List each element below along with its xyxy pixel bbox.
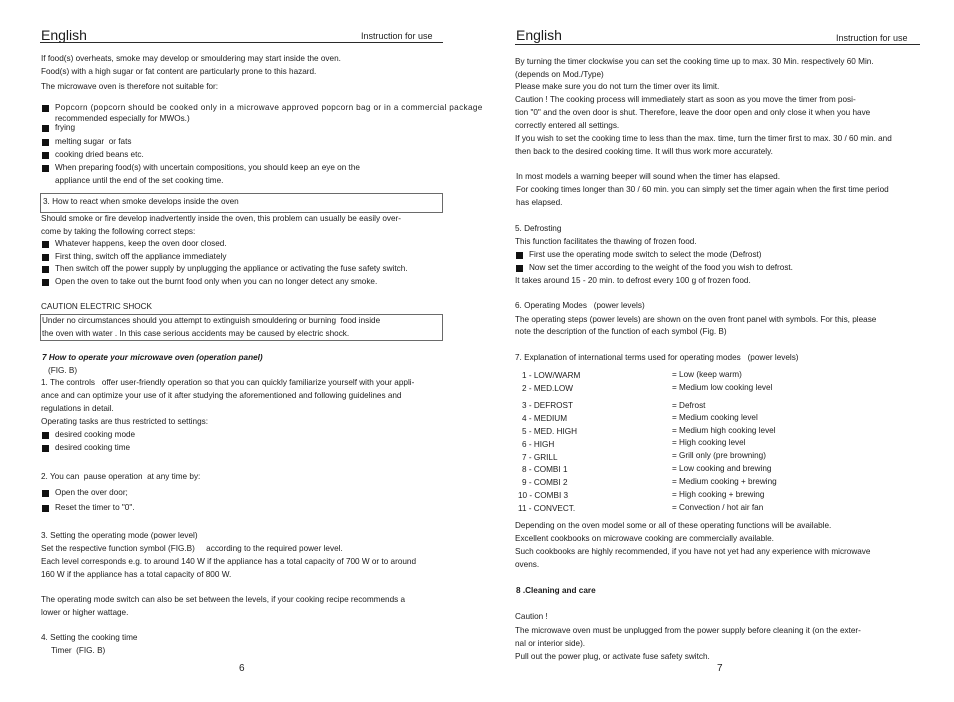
mode-code: 9 - COMBI 2 — [522, 478, 568, 487]
smoke-step — [42, 239, 227, 249]
mode-code: 3 - DEFROST — [522, 401, 573, 410]
caution-shock-line: the oven with water . In this case serious accidents may be caused by electric shock. — [42, 329, 350, 338]
fig-reference: (FIG. B) — [48, 366, 78, 375]
bullet-square — [42, 279, 49, 286]
pause-title: 2. You can pause operation at any time by: — [41, 472, 201, 481]
bullet-square — [42, 490, 49, 497]
mode-meaning: = Medium high cooking level — [672, 426, 776, 435]
section-3-intro: Should smoke or fire develop inadvertently inside the oven, this problem can usually be easily over- — [41, 214, 401, 223]
header-label: Instruction for use — [836, 33, 908, 43]
controls-line: 1. The controls offer user-friendly operation so that you can quickly familiarize yourself with your appli- — [41, 378, 415, 387]
hazard-line: Food(s) with a high sugar or fat content are particularly prone to this hazard. — [41, 67, 317, 76]
mode-code: 1 - LOW/WARM — [522, 371, 581, 380]
section-5-title: 5. Defrosting — [515, 224, 562, 233]
item-continuation: recommended especially for MWOs.) — [55, 114, 190, 123]
bullet-square — [42, 254, 49, 261]
mode-code: 10 - COMBI 3 — [518, 491, 569, 500]
section-5-intro: This function facilitates the thawing of frozen food. — [515, 237, 697, 246]
bullet-square — [42, 266, 49, 273]
timer-info-line: By turning the timer clockwise you can set the cooking time up to max. 30 Min. respectively 60 Min. — [515, 57, 874, 66]
mode-code: 2 - MED.LOW — [522, 384, 573, 393]
mode-meaning: = Medium low cooking level — [672, 383, 773, 392]
bullet-square — [516, 265, 523, 272]
section-7-title: 7. Explanation of international terms used for operating modes (power levels) — [515, 353, 799, 362]
controls-line: regulations in detail. — [41, 404, 114, 413]
mode-title: 3. Setting the operating mode (power level) — [41, 531, 198, 540]
section-3-intro: come by taking the following correct steps: — [41, 227, 196, 236]
section-8-line: Pull out the power plug, or activate fuse safety switch. — [515, 652, 710, 661]
item-text: cooking dried beans etc. — [55, 150, 144, 159]
smoke-step — [42, 277, 378, 287]
language-heading: English — [516, 27, 562, 43]
hazard-line: The microwave oven is therefore not suitable for: — [41, 82, 219, 91]
header-rule — [515, 44, 920, 45]
setting-text: desired cooking mode — [55, 430, 136, 439]
controls-line: ance and can optimize your use of it after studying the aforementioned and following guidelines and — [41, 391, 402, 400]
step-text: Whatever happens, keep the oven door closed. — [55, 239, 227, 248]
availability-line: Depending on the oven model some or all of these operating functions will be available. — [515, 521, 832, 530]
availability-line: Such cookbooks are highly recommended, if you have not yet had any experience with microwave — [515, 547, 871, 556]
bullet-square — [42, 139, 49, 146]
mode-code: 11 - CONVECT. — [518, 504, 576, 513]
pause-step — [42, 488, 128, 498]
language-heading: English — [41, 27, 87, 43]
mode-line: Set the respective function symbol (FIG.B) according to the required power level. — [41, 544, 343, 553]
unsuitable-item — [42, 150, 144, 160]
beeper-line: has elapsed. — [516, 198, 563, 207]
mode-meaning: = Defrost — [672, 401, 706, 410]
header-label: Instruction for use — [361, 31, 433, 41]
step-text: Open the oven to take out the burnt food only when you can no longer detect any smoke. — [55, 277, 378, 286]
section-3-title: 3. How to react when smoke develops inside the oven — [43, 197, 239, 206]
setting-text: desired cooking time — [55, 443, 131, 452]
caution-shock-title: CAUTION ELECTRIC SHOCK — [41, 302, 152, 311]
availability-line: ovens. — [515, 560, 540, 569]
hazard-line: If food(s) overheats, smoke may develop or smouldering may start inside the oven. — [41, 54, 341, 63]
defrost-step-text: Now set the timer according to the weight of the food you wish to defrost. — [529, 263, 793, 272]
bullet-square — [42, 105, 49, 112]
timer-reference: Timer (FIG. B) — [51, 646, 106, 655]
section-5-note: It takes around 15 - 20 min. to defrost every 100 g of frozen food. — [515, 276, 751, 285]
availability-line: Excellent cookbooks on microwave cooking are commercially available. — [515, 534, 774, 543]
mode-meaning: = Medium cooking level — [672, 413, 758, 422]
beeper-line: For cooking times longer than 30 / 60 min. you can simply set the timer again when the first time period — [516, 185, 889, 194]
timer-info-line: Caution ! The cooking process will immediately start as soon as you move the timer from posi- — [515, 95, 856, 104]
smoke-step — [42, 264, 408, 274]
mode-note: lower or higher wattage. — [41, 608, 129, 617]
section-6-title: 6. Operating Modes (power levels) — [515, 301, 645, 310]
mode-note: The operating mode switch can also be set between the levels, if your cooking recipe recommends a — [41, 595, 406, 604]
pause-step — [42, 503, 135, 513]
mode-meaning: = Grill only (pre browning) — [672, 451, 766, 460]
item-continuation: appliance until the end of the set cooking time. — [55, 176, 224, 185]
unsuitable-item — [42, 163, 360, 173]
bullet-square — [42, 432, 49, 439]
mode-code: 5 - MED. HIGH — [522, 427, 578, 436]
section-7-title: 7 How to operate your microwave oven (operation panel) — [42, 353, 263, 362]
timer-info-line: then back to the desired cooking time. It will thus work more accurately. — [515, 147, 773, 156]
step-text: Then switch off the power supply by unplugging the appliance or activating the fuse safety switch. — [55, 264, 408, 273]
mode-code: 4 - MEDIUM — [522, 414, 568, 423]
beeper-line: In most models a warning beeper will sound when the timer has elapsed. — [516, 172, 780, 181]
item-text: Popcorn (popcorn should be cooked only in a microwave approved popcorn bag or in a commercial package — [55, 103, 483, 112]
mode-line: 160 W if the appliance has a total capacity of 800 W. — [41, 570, 232, 579]
right-page — [477, 0, 954, 702]
bullet-square — [42, 241, 49, 248]
item-text: frying — [55, 123, 76, 132]
section-8-caution: Caution ! — [515, 612, 548, 621]
bullet-square — [42, 445, 49, 452]
controls-line: Operating tasks are thus restricted to settings: — [41, 417, 209, 426]
header-rule — [40, 42, 443, 43]
mode-meaning: = Low cooking and brewing — [672, 464, 772, 473]
mode-meaning: = High cooking + brewing — [672, 490, 765, 499]
pause-text: Open the over door; — [55, 488, 128, 497]
timer-info-line: Please make sure you do not turn the timer over its limit. — [515, 82, 720, 91]
mode-meaning: = Medium cooking + brewing — [672, 477, 777, 486]
mode-code: 7 - GRILL — [522, 453, 558, 462]
mode-code: 8 - COMBI 1 — [522, 465, 568, 474]
unsuitable-item — [42, 123, 76, 133]
bullet-square — [42, 505, 49, 512]
mode-meaning: = High cooking level — [672, 438, 746, 447]
section-6-line: The operating steps (power levels) are shown on the oven front panel with symbols. For this, please — [515, 315, 877, 324]
defrost-step-text: First use the operating mode switch to select the mode (Defrost) — [529, 250, 762, 259]
pause-text: Reset the timer to "0". — [55, 503, 135, 512]
section-8-line: The microwave oven must be unplugged from the power supply before cleaning it (on the exter- — [515, 626, 861, 635]
section-8-line: nal or interior side). — [515, 639, 586, 648]
timer-info-line: correctly entered all settings. — [515, 121, 620, 130]
section-6-line: note the description of the function of each symbol (Fig. B) — [515, 327, 727, 336]
bullet-square — [516, 252, 523, 259]
defrost-step — [516, 263, 793, 273]
item-text: melting sugar or fats — [55, 137, 132, 146]
mode-meaning: = Convection / hot air fan — [672, 503, 764, 512]
page-number: 7 — [717, 663, 723, 674]
unsuitable-item — [42, 137, 132, 147]
timer-info-line: (depends on Mod./Type) — [515, 70, 604, 79]
mode-code: 6 - HIGH — [522, 440, 555, 449]
step-text: First thing, switch off the appliance immediately — [55, 252, 227, 261]
setting-item — [42, 430, 136, 440]
timer-info-line: If you wish to set the cooking time to less than the max. time, turn the timer first to max. 30 / 60 min. and — [515, 134, 892, 143]
bullet-square — [42, 125, 49, 132]
bullet-square — [42, 152, 49, 159]
page-number: 6 — [239, 663, 245, 674]
mode-line: Each level corresponds e.g. to around 140 W if the appliance has a total capacity of 700 W or to around — [41, 557, 417, 566]
bullet-square — [42, 165, 49, 172]
unsuitable-item — [42, 103, 483, 113]
item-text: When preparing food(s) with uncertain compositions, you should keep an eye on the — [55, 163, 360, 172]
section-8-title: 8 .Cleaning and care — [516, 586, 596, 595]
smoke-step — [42, 252, 227, 262]
defrost-step — [516, 250, 762, 260]
timer-info-line: tion "0" and the oven door is shut. Therefore, leave the door open and only close it when you have — [515, 108, 871, 117]
setting-item — [42, 443, 131, 453]
mode-meaning: = Low (keep warm) — [672, 370, 742, 379]
timer-title: 4. Setting the cooking time — [41, 633, 138, 642]
caution-shock-line: Under no circumstances should you attempt to extinguish smouldering or burning food inside — [42, 316, 381, 325]
